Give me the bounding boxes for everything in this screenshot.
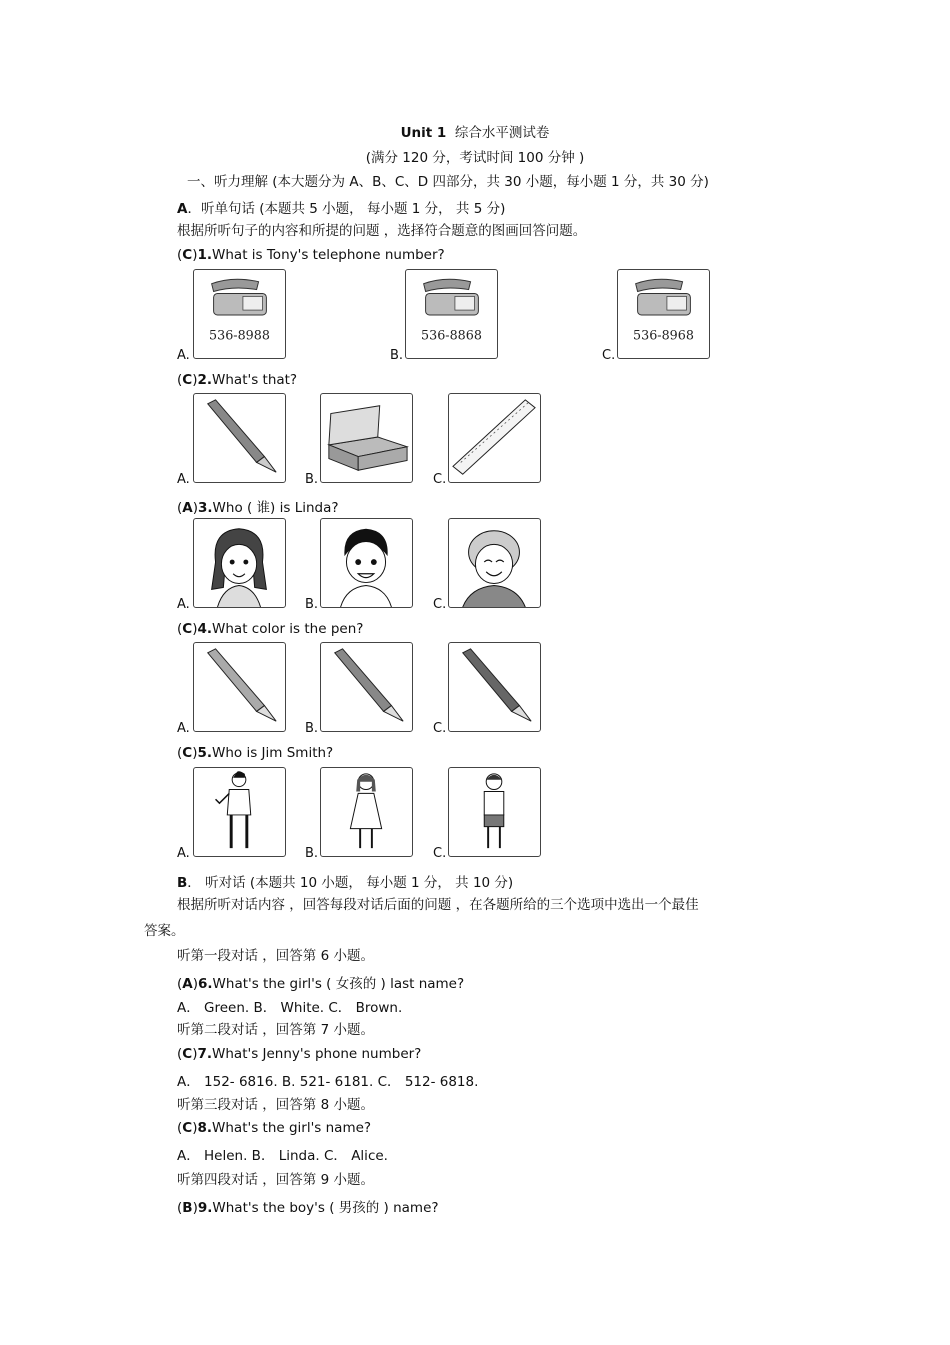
girl-figure-picture [320, 767, 413, 857]
pen-picture-c [448, 642, 541, 732]
fountain-pen-icon [335, 649, 403, 721]
boy-figure-picture [448, 767, 541, 857]
page-title [0, 121, 950, 141]
answer-7: C [182, 1046, 193, 1062]
qnum-1: 1. [197, 247, 213, 263]
question-1: (C)1.What is Tony's telephone number? [177, 247, 445, 263]
phone-picture-a [193, 269, 286, 359]
options-7: A． 152- 6816. B. 521- 6181. C． 512- 6818. [177, 1074, 479, 1090]
option-label-b: B. [390, 348, 404, 363]
boy-face-icon [341, 529, 392, 607]
part-b-title: ． 听对话 (本题共 10 小题， 每小题 1 分， 共 10 分) [187, 875, 514, 891]
qnum-7: 7. [197, 1046, 213, 1062]
page-subtitle: (满分 120 分，考试时间 100 分钟 ) [365, 150, 585, 166]
qtext-5: Who is Jim Smith? [212, 745, 334, 761]
pen-picture [193, 393, 286, 483]
girl-figure-icon [350, 774, 381, 848]
qnum-3: 3. [198, 500, 213, 516]
part-a-title: ．听单句话 (本题共 5 小题， 每小题 1 分， 共 5 分) [187, 201, 506, 217]
phone-number-b: 536-8868 [421, 327, 482, 343]
dialogue-intro: 听第二段对话 ，回答第 7 小题。 [177, 1022, 374, 1038]
question-8: (C)8.What's the girl's name? [177, 1120, 372, 1136]
part-b-instruction-cont: 答案。 [144, 923, 185, 939]
fountain-pen-icon [463, 649, 531, 721]
part-b-heading [177, 871, 513, 891]
question-5: (C)5.Who is Jim Smith? [177, 745, 334, 761]
qtext-9: What's the boy's ( 男孩的 ) name? [212, 1200, 439, 1216]
qtext-3: Who ( 谁) is Linda? [212, 500, 339, 516]
answer-3: A [182, 500, 193, 516]
telephone-icon [212, 279, 267, 315]
phone-picture-b [405, 269, 498, 359]
man-picture [193, 767, 286, 857]
option-label-a: A. [177, 348, 190, 363]
part-a-heading [177, 197, 505, 217]
qtext-7: What's Jenny's phone number? [212, 1046, 422, 1062]
option-label-a: A. [177, 721, 190, 736]
option-label-a: A. [177, 597, 190, 612]
qnum-4: 4. [197, 621, 213, 637]
options-6: A． Green. B． White. C． Brown. [177, 1000, 403, 1016]
telephone-icon [424, 279, 479, 315]
options-8: A． Helen. B． Linda. C． Alice. [177, 1148, 388, 1164]
old-woman-face-icon [463, 531, 526, 607]
qtext-1: What is Tony's telephone number? [212, 247, 445, 263]
pencil-box-picture [320, 393, 413, 483]
fountain-pen-icon [208, 400, 276, 472]
option-label-c: C. [433, 721, 447, 736]
answer-1: C [182, 247, 193, 263]
option-label-c: C. [433, 846, 447, 861]
question-3: (A)3.Who ( 谁) is Linda? [177, 500, 339, 516]
pen-picture-a [193, 642, 286, 732]
telephone-icon [636, 279, 691, 315]
answer-9: B [182, 1200, 193, 1216]
boy-picture [320, 518, 413, 608]
pen-picture-b [320, 642, 413, 732]
answer-5: C [182, 745, 193, 761]
part-a-instruction: 根据所听句子的内容和所提的问题 ，选择符合题意的图画回答问题。 [177, 223, 587, 239]
dialogue-intro: 听第四段对话 ，回答第 9 小题。 [177, 1172, 374, 1188]
girl-picture [193, 518, 286, 608]
qtext-2: What's that? [212, 372, 298, 388]
part-a-label: A [177, 201, 188, 217]
option-label-c: C. [433, 472, 447, 487]
qtext-4: What color is the pen? [212, 621, 364, 637]
girl-face-icon [212, 529, 267, 607]
man-figure-icon [216, 771, 251, 848]
grandma-picture [448, 518, 541, 608]
option-label-a: A. [177, 472, 190, 487]
question-6: (A)6.What's the girl's ( 女孩的 ) last name? [177, 976, 465, 992]
part-b-instruction: 根据所听对话内容 ，回答每段对话后面的问题 ，在各题所给的三个选项中选出一个最佳 [177, 897, 699, 913]
answer-4: C [182, 621, 193, 637]
qtext-8: What's the girl's name? [212, 1120, 372, 1136]
option-label-b: B. [305, 846, 319, 861]
question-4: (C)4.What color is the pen? [177, 621, 364, 637]
qnum-9: 9. [197, 1200, 213, 1216]
qnum-8: 8. [197, 1120, 213, 1136]
test-name: 综合水平测试卷 [454, 125, 550, 141]
answer-8: C [182, 1120, 193, 1136]
phone-number-c: 536-8968 [633, 327, 694, 343]
ruler-icon [453, 400, 535, 474]
boy-figure-icon [484, 774, 504, 848]
part-b-label: B [177, 875, 188, 891]
question-9: (B)9.What's the boy's ( 男孩的 ) name? [177, 1200, 439, 1216]
option-label-b: B. [305, 472, 319, 487]
pencil-box-icon [329, 406, 407, 471]
qtext-6: What's the girl's ( 女孩的 ) last name? [212, 976, 465, 992]
qnum-5: 5. [197, 745, 213, 761]
answer-6: A [182, 976, 193, 992]
option-label-b: B. [305, 597, 319, 612]
dialogue-intro: 听第一段对话 ，回答第 6 小题。 [177, 948, 374, 964]
option-label-c: C. [602, 348, 616, 363]
dialogue-intro: 听第三段对话 ，回答第 8 小题。 [177, 1097, 374, 1113]
question-2: (C)2.What's that? [177, 372, 298, 388]
ruler-picture [448, 393, 541, 483]
unit-label: Unit 1 [400, 125, 447, 141]
question-7: (C)7.What's Jenny's phone number? [177, 1046, 422, 1062]
qnum-6: 6. [198, 976, 213, 992]
phone-picture-c [617, 269, 710, 359]
option-label-c: C. [433, 597, 447, 612]
qnum-2: 2. [197, 372, 213, 388]
option-label-b: B. [305, 721, 319, 736]
fountain-pen-icon [208, 649, 276, 721]
answer-2: C [182, 372, 193, 388]
section-heading: 一、听力理解 (本大题分为 A、B、C、D 四部分，共 30 小题，每小题 1 分，共 30 分) [187, 174, 709, 190]
phone-number-a: 536-8988 [209, 327, 270, 343]
option-label-a: A. [177, 846, 190, 861]
